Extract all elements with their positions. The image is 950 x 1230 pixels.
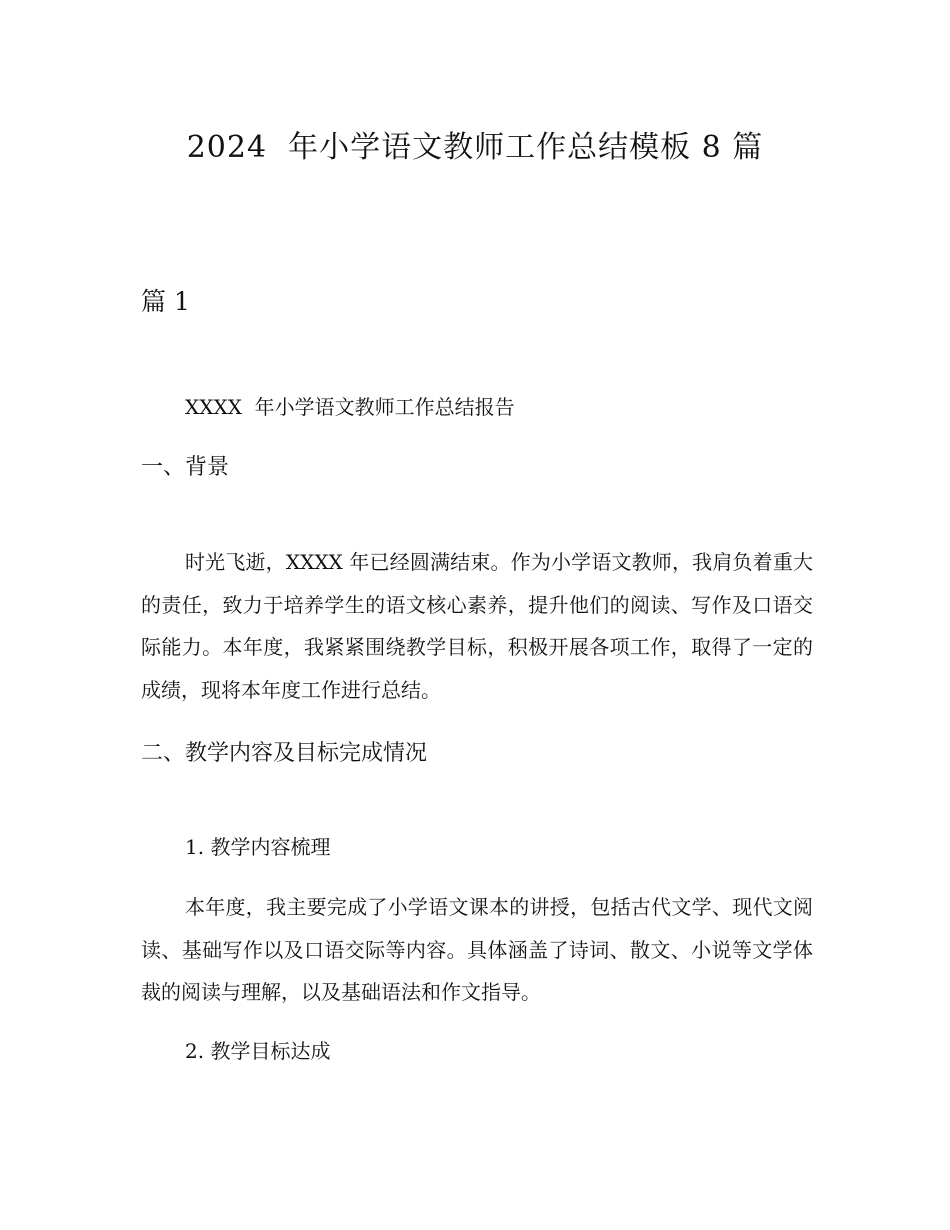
background-paragraph: 时光飞逝，XXXX 年已经圆满结束。作为小学语文教师，我肩负着重大的责任，致力于培养学生的语文核心素养，提升他们的阅读、写作及口语交际能力。本年度，我紧紧围绕教学目标，积极开展各项工作，取得了一定的成绩，现将本年度工作进行总结。 <box>141 550 813 702</box>
document-title: 2024 年小学语文教师工作总结模板 8 篇 <box>186 130 764 165</box>
content-review-paragraph: 本年度，我主要完成了小学语文课本的讲授，包括古代文学、现代文阅读、基础写作以及口语交际等内容。具体涵盖了诗词、散文、小说等文学体裁的阅读与理解，以及基础语法和作文指导。 <box>141 895 813 1004</box>
section-heading-background: 一、背景 <box>141 455 230 480</box>
subsection-heading-content-review: 1. 教学内容梳理 <box>185 835 331 859</box>
part-heading: 篇 1 <box>141 287 190 316</box>
section-heading-teaching-content: 二、教学内容及目标完成情况 <box>141 741 428 766</box>
subsection-heading-goal-achievement: 2. 教学目标达成 <box>185 1039 331 1063</box>
report-title: XXXX 年小学语文教师工作总结报告 <box>185 395 515 419</box>
